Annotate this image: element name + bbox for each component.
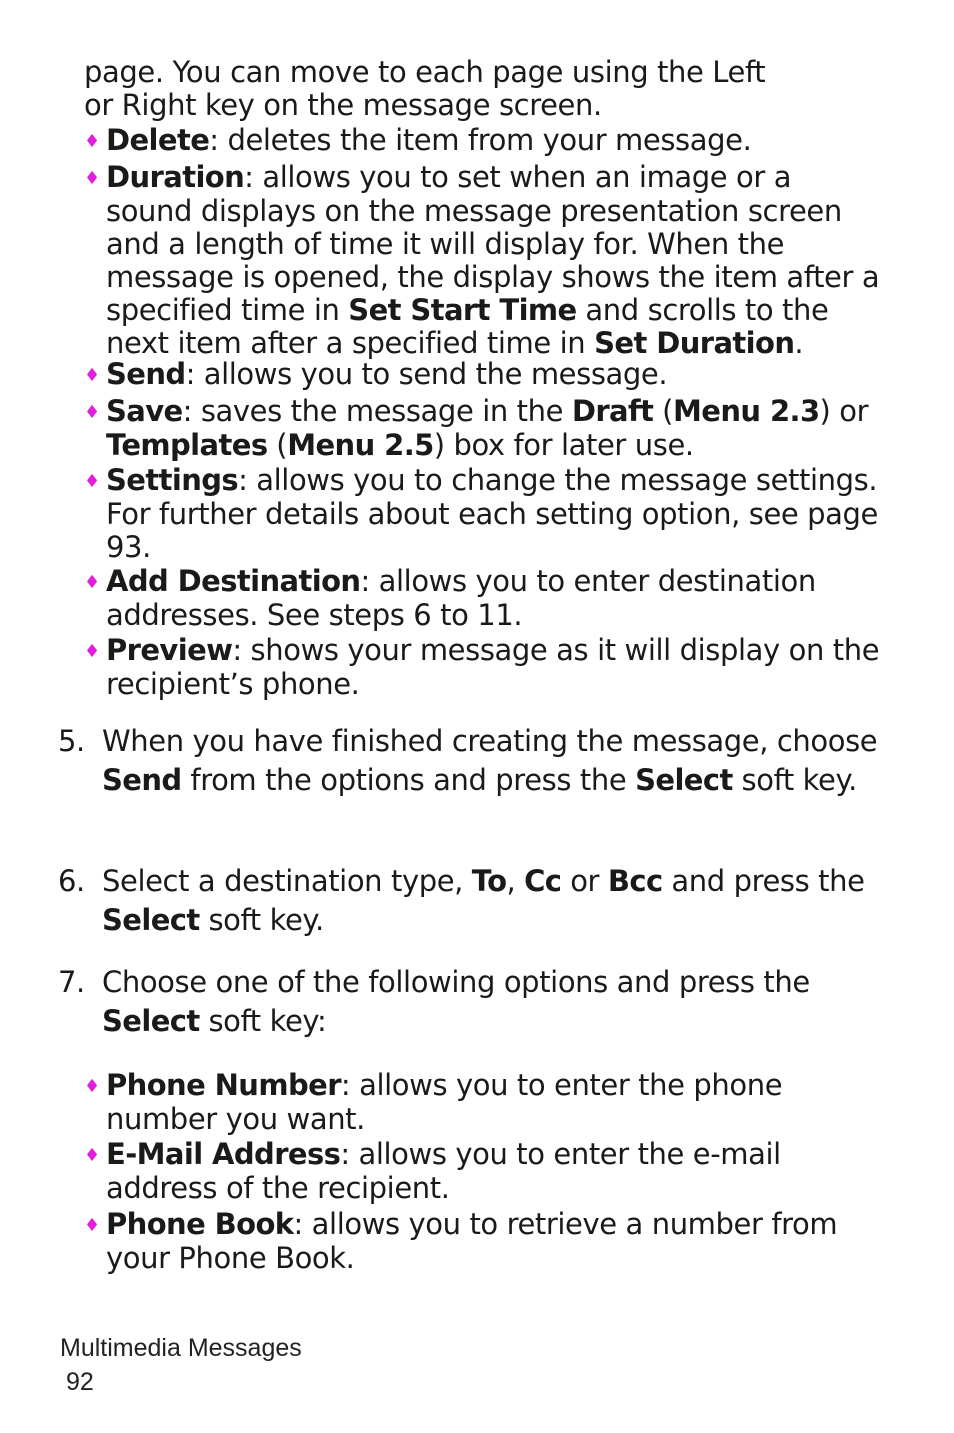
option-term: Delete xyxy=(106,123,210,157)
option-duration: ♦ Duration: allows you to set when an image or a sound displays on the message presentation screen and a length of time it will display for. When the message is opened, the display shows the item after a specified time in Set Start Time and scrolls to the next item after a specified time in Set Duration. xyxy=(84,160,880,360)
option-delete: ♦ Delete: deletes the item from your message. xyxy=(84,123,752,157)
diamond-bullet-icon: ♦ xyxy=(84,1145,100,1166)
option-term: E-Mail Address xyxy=(106,1137,341,1171)
diamond-bullet-icon: ♦ xyxy=(84,1215,100,1236)
option-term: Add Destination xyxy=(106,564,361,598)
step-text: Choose one of the following options and press the Select soft key: xyxy=(102,965,810,1038)
intro-line: page. You can move to each page using the Left xyxy=(84,55,766,89)
option-term: Phone Book xyxy=(106,1207,294,1241)
intro-paragraph xyxy=(84,56,884,121)
step-number: 7. xyxy=(58,965,85,999)
option-preview: ♦ Preview: shows your message as it will display on the recipient’s phone. xyxy=(84,633,880,701)
option-send: ♦ Send: allows you to send the message. xyxy=(84,357,668,391)
option-settings: ♦ Settings: allows you to change the message settings. For further details about each setting option, see page 93. xyxy=(84,463,878,564)
option-term: Save xyxy=(106,394,183,428)
diamond-bullet-icon: ♦ xyxy=(84,365,100,386)
step-6 xyxy=(58,862,888,939)
diamond-bullet-icon: ♦ xyxy=(84,572,100,593)
diamond-bullet-icon: ♦ xyxy=(84,131,100,152)
diamond-bullet-icon: ♦ xyxy=(84,471,100,492)
diamond-bullet-icon: ♦ xyxy=(84,641,100,662)
option-term: Duration xyxy=(106,160,245,194)
destination-phone-number: ♦ Phone Number: allows you to enter the phone number you want. xyxy=(84,1068,783,1136)
option-add-destination: ♦ Add Destination: allows you to enter destination addresses. See steps 6 to 11. xyxy=(84,564,816,632)
step-text: Select a destination type, To, Cc or Bcc and press the Select soft key. xyxy=(102,864,865,937)
diamond-bullet-icon: ♦ xyxy=(84,168,100,189)
destination-phone-book: ♦ Phone Book: allows you to retrieve a number from your Phone Book. xyxy=(84,1207,838,1275)
footer-page-number: 92 xyxy=(66,1368,94,1396)
step-number: 5. xyxy=(58,724,85,758)
step-text: When you have finished creating the message, choose Send from the options and press the Select soft key. xyxy=(102,724,878,797)
option-term: Phone Number xyxy=(106,1068,341,1102)
option-save: ♦ Save: saves the message in the Draft (Menu 2.3) or Templates (Menu 2.5) box for later use. xyxy=(84,394,869,462)
option-term: Settings xyxy=(106,463,239,497)
intro-line: or Right key on the message screen. xyxy=(84,87,602,122)
step-5 xyxy=(58,722,888,799)
footer-section-title: Multimedia Messages xyxy=(60,1334,302,1362)
step-number: 6. xyxy=(58,864,85,898)
option-term: Send xyxy=(106,357,186,391)
option-term: Preview xyxy=(106,633,233,667)
diamond-bullet-icon: ♦ xyxy=(84,402,100,423)
step-7 xyxy=(58,963,888,1040)
destination-email-address: ♦ E-Mail Address: allows you to enter the e-mail address of the recipient. xyxy=(84,1137,781,1205)
diamond-bullet-icon: ♦ xyxy=(84,1076,100,1097)
